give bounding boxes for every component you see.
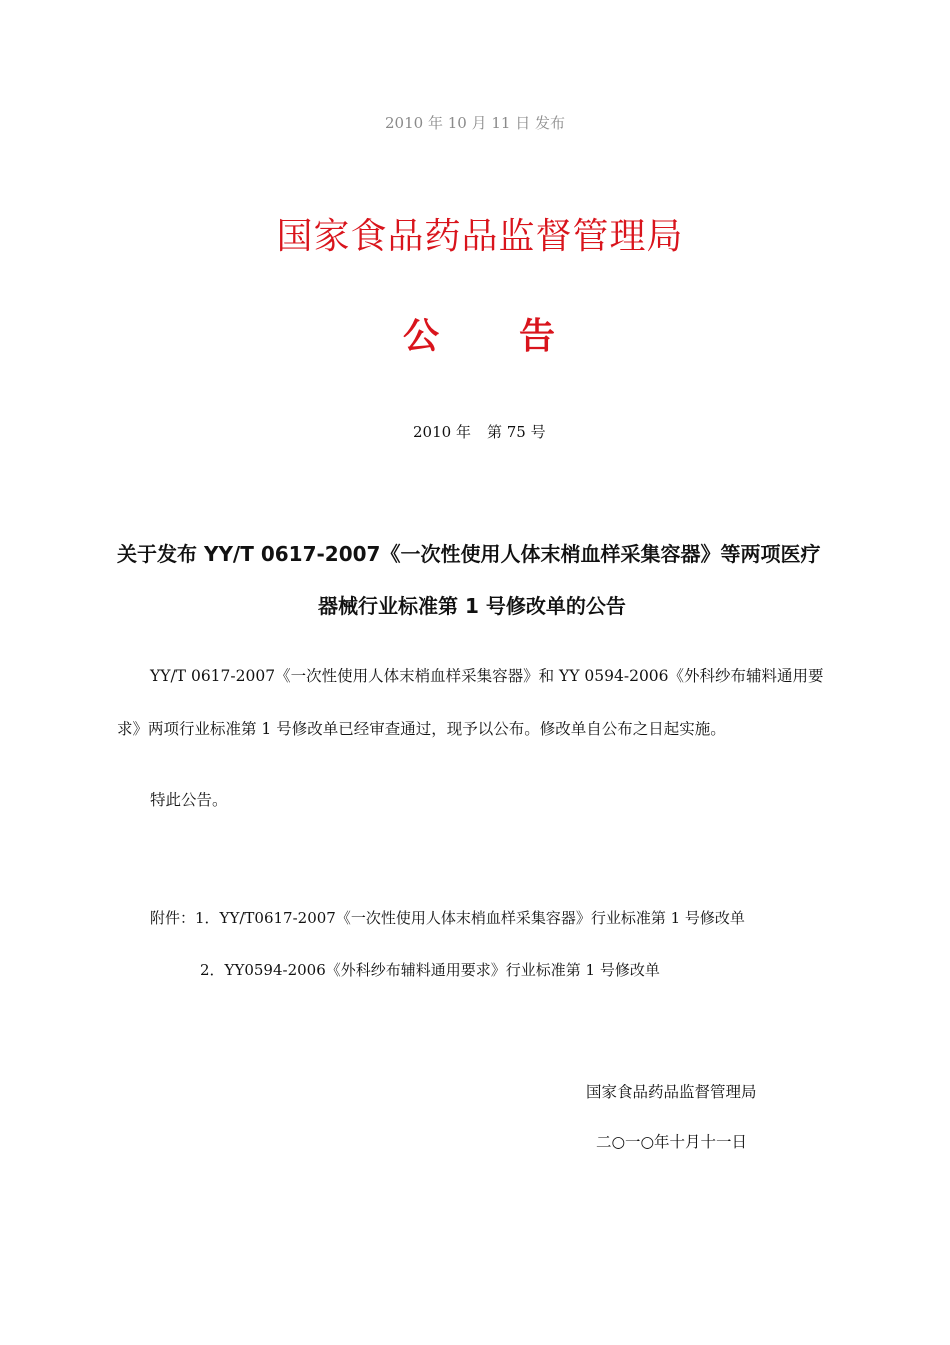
notice-heading-char-1: 公 xyxy=(403,316,440,357)
body-paragraph-2: 特此公告。 xyxy=(150,791,228,809)
subject-line-1: 关于发布 YY/T 0617-2007《一次性使用人体末梢血样采集容器》等两项医疗 xyxy=(117,542,821,566)
subject-line-2: 器械行业标准第 1 号修改单的公告 xyxy=(318,594,626,618)
issue-year: 2010 年 xyxy=(413,423,471,441)
attachment-item-1: 附件：1．YY/T0617-2007《一次性使用人体末梢血样采集容器》行业标准第 1 号修改单 xyxy=(150,909,745,927)
body-paragraph-1-line-1: YY/T 0617-2007《一次性使用人体末梢血样采集容器》和 YY 0594-2006《外科纱布辅料通用要 xyxy=(150,667,824,685)
signature-agency: 国家食品药品监督管理局 xyxy=(586,1083,757,1101)
issue-no: 第 75 号 xyxy=(486,423,546,441)
attachment-item-2: 2．YY0594-2006《外科纱布辅料通用要求》行业标准第 1 号修改单 xyxy=(200,961,660,979)
agency-title: 国家食品药品监督管理局 xyxy=(276,216,684,257)
issue-number xyxy=(413,421,546,442)
notice-heading-char-2: 告 xyxy=(519,316,556,357)
body-paragraph-1-line-2: 求》两项行业标准第 1 号修改单已经审查通过，现予以公布。修改单自公布之日起实施。 xyxy=(117,720,726,738)
publish-date: 2010 年 10 月 11 日 发布 xyxy=(385,114,565,132)
signature-date: 二○一○年十月十一日 xyxy=(596,1133,748,1151)
